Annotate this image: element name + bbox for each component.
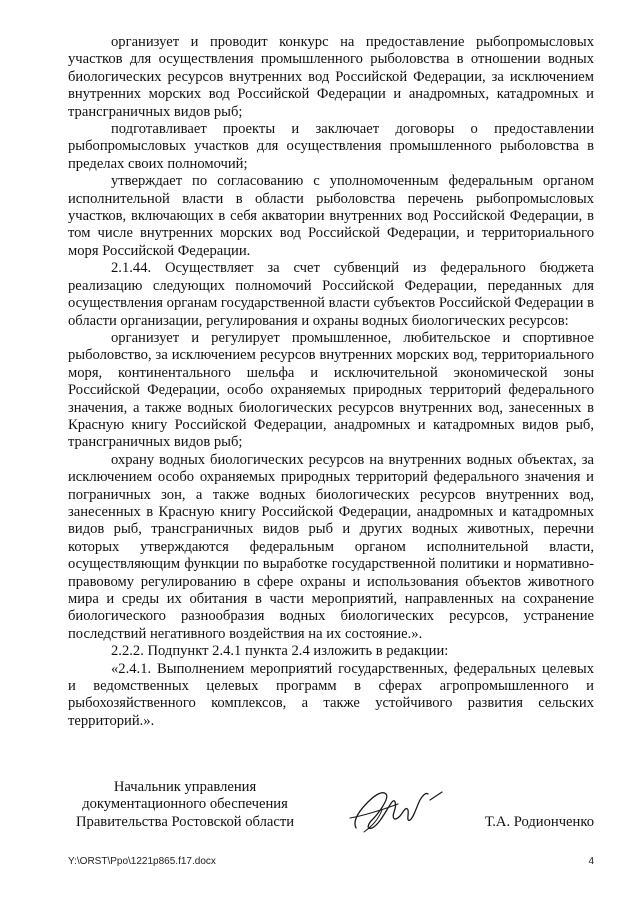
footer-file-path: Y:\ORST\Ppo\1221p865.f17.docx xyxy=(68,856,216,867)
handwritten-signature xyxy=(342,780,452,836)
signatory-title xyxy=(60,779,310,831)
signatory-name: Т.А. Родионченко xyxy=(484,814,594,830)
paragraph-5: организует и регулирует промышленное, любительское и спортивное рыболовство, за исключением ресурсов внутренних морских вод, территориального моря, континентального шельфа и исключительной экономической зоны Российской Федерации, особо охраняемых природных территорий федерального значения, а также водных биологических ресурсов внутренних вод, занесенных в Красную книгу Российской Федерации, анадромных и катадромных видов рыб, трансграничных видов рыб; xyxy=(68,329,594,451)
signatory-title-line-2: документационного обеспечения xyxy=(82,796,288,813)
paragraph-6: охрану водных биологических ресурсов на внутренних водных объектах, за исключением особо охраняемых природных территорий федерального значения и пограничных зон, а также водных биологических ресурсов внутренних вод, занесенных в Красную книгу Российской Федерации, анадромных и катадромных видов рыб, трансграничных видов рыб и других водных животных, перечни которых утверждаются федеральным органом исполнительной власти, осуществляющим функции по выработке государственной политики и нормативно-правовому регулированию в сфере охраны и использования объектов животного мира и среды их обитания в части мероприятий, направленных на сохранение биологического разнообразия водных биологических ресурсов, устранение последствий негативного воздействия на их состояние.». xyxy=(68,451,594,642)
paragraph-7: 2.2.2. Подпункт 2.4.1 пункта 2.4 изложить в редакции: xyxy=(111,643,449,660)
page-number: 4 xyxy=(588,856,594,867)
signatory-title-line-3: Правительства Ростовской области xyxy=(75,813,295,830)
signatory-title-line-1: Начальник управления xyxy=(113,779,257,795)
paragraph-4: 2.1.44. Осуществляет за счет субвенций из федерального бюджета реализацию следующих полномочий Российской Федерации, переданных для осуществления органам государственной власти субъектов Российской Федерации в области организации, регулирования и охраны водных биологических ресурсов: xyxy=(68,260,594,329)
paragraph-3: утверждает по согласованию с уполномоченным федеральным органом исполнительной власти в области рыболовства перечень рыбопромысловых участков, включающих в себя акватории внутренних вод Российской Федерации, в том числе внутренних морских вод Российской Федерации, и территориального моря Российской Федерации. xyxy=(68,173,594,259)
paragraph-8: «2.4.1. Выполнением мероприятий государственных, федеральных целевых и ведомственных целевых программ в сферах агропромышленного и рыбохозяйственного комплексов, а также устойчивого развития сельских территорий.». xyxy=(68,660,594,729)
paragraph-1: организует и проводит конкурс на предоставление рыбопромысловых участков для осуществления промышленного рыболовства в отношении водных биологических ресурсов внутренних вод Российской Федерации, за исключением внутренних морских вод Российской Федерации и анадромных, катадромных и трансграничных видов рыб; xyxy=(68,34,594,120)
document-body xyxy=(68,34,594,730)
paragraph-2: подготавливает проекты и заключает договоры о предоставлении рыбопромысловых участков для осуществления промышленного рыболовства в пределах своих полномочий; xyxy=(68,121,594,172)
